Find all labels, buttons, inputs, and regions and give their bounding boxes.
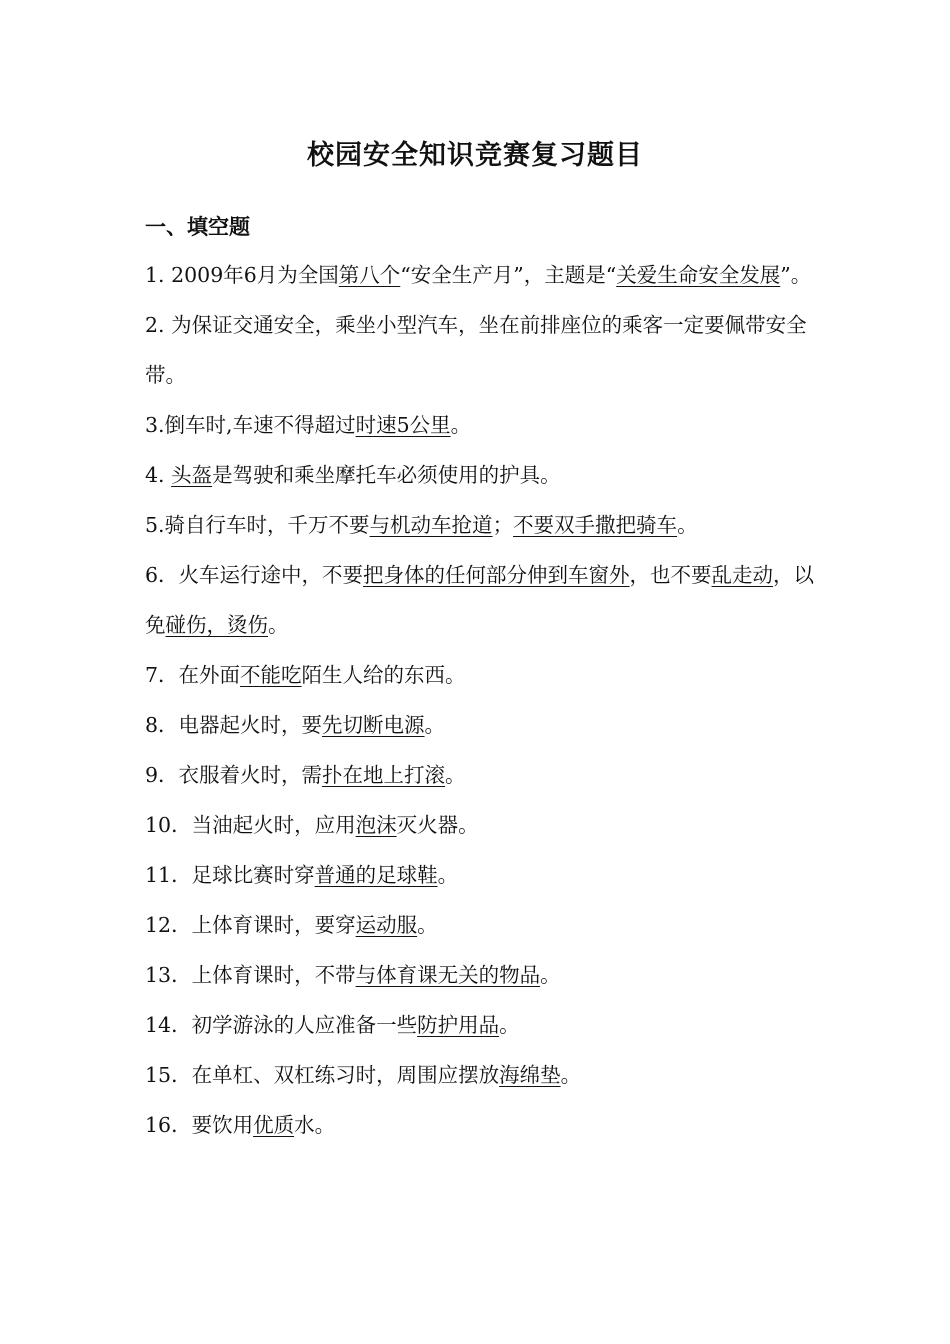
- question-text: 是驾驶和乘坐摩托车必须使用的护具。: [212, 463, 561, 487]
- answer-text: 先切断电源: [322, 713, 425, 737]
- question-text: 。: [445, 763, 466, 787]
- question-item: [145, 550, 815, 650]
- question-text: 。: [268, 613, 289, 637]
- question-text: 6．火车运行途中，不要: [145, 563, 364, 587]
- answer-text: 扑在地上打滚: [322, 763, 446, 787]
- answer-text: 与机动车抢道: [369, 513, 493, 537]
- question-text: ；: [492, 513, 514, 537]
- question-item: [145, 250, 815, 300]
- answer-text: 不能吃: [240, 663, 302, 687]
- question-text: ”。: [780, 263, 812, 287]
- question-text: 。: [499, 1013, 520, 1037]
- answer-text: 把身体的任何部分伸到车窗外: [363, 563, 630, 587]
- answer-text: 关爱生命安全发展: [616, 263, 781, 287]
- answer-text: 乱走动: [711, 563, 774, 587]
- answer-text: 不要双手撒把骑车: [513, 513, 678, 537]
- question-text: 。: [677, 513, 698, 537]
- question-item: [145, 850, 815, 900]
- question-item: [145, 750, 815, 800]
- question-text: 15．在单杠、双杠练习时，周围应摆放: [145, 1063, 500, 1087]
- question-text: “安全生产月”，主题是“: [400, 263, 617, 287]
- question-text: 2. 为保证交通安全，乘坐小型汽车，坐在前排座位的乘客一定要佩带安全带。: [145, 313, 807, 387]
- question-text: 陌生人给的东西。: [301, 663, 466, 687]
- question-text: 5.骑自行车时，千万不要: [145, 513, 370, 537]
- question-text: 8．电器起火时，要: [145, 713, 323, 737]
- question-text: 11．足球比赛时穿: [145, 863, 315, 887]
- question-item: [145, 300, 815, 400]
- question-text: 4.: [145, 463, 172, 487]
- question-text: 12．上体育课时，要穿: [145, 913, 356, 937]
- question-item: [145, 400, 815, 450]
- question-text: 14．初学游泳的人应准备一些: [145, 1013, 418, 1037]
- question-text: 。: [437, 863, 459, 887]
- answer-text: 普通的足球鞋: [314, 863, 438, 887]
- question-text: 3.倒车时,车速不得超过: [145, 413, 356, 437]
- question-text: 16．要饮用: [145, 1113, 254, 1137]
- question-text: 。: [450, 413, 472, 437]
- answer-text: 第八个: [338, 263, 401, 287]
- question-item: [145, 450, 815, 500]
- document-title: 校园安全知识竞赛复习题目: [307, 140, 643, 171]
- question-text: 灭火器。: [396, 813, 479, 837]
- question-item: [145, 650, 815, 700]
- question-text: 1. 2009年6月为全国: [145, 263, 339, 287]
- question-text: 。: [424, 713, 446, 737]
- answer-text: 海绵垫: [499, 1063, 561, 1087]
- question-text: 。: [540, 963, 561, 987]
- answer-text: 碰伤，烫伤: [165, 613, 268, 637]
- question-text: 9．衣服着火时，需: [145, 763, 323, 787]
- question-item: [145, 1100, 815, 1150]
- question-text: ，也不要: [629, 563, 712, 587]
- answer-text: 泡沫: [355, 813, 397, 837]
- answer-text: 优质: [253, 1113, 295, 1137]
- question-item: [145, 1000, 815, 1050]
- answer-text: 与体育课无关的物品: [355, 963, 541, 987]
- question-text: 10．当油起火时，应用: [145, 813, 356, 837]
- question-item: [145, 700, 815, 750]
- answer-text: 头盔: [171, 463, 213, 487]
- question-list: [145, 250, 815, 1150]
- answer-text: 时速5公里: [355, 413, 451, 437]
- question-text: 。: [417, 913, 438, 937]
- question-text: 水。: [294, 1113, 336, 1137]
- question-text: 13．上体育课时，不带: [145, 963, 356, 987]
- answer-text: 运动服: [355, 913, 418, 937]
- answer-text: 防护用品: [417, 1013, 500, 1037]
- question-item: [145, 950, 815, 1000]
- question-item: [145, 900, 815, 950]
- question-item: [145, 1050, 815, 1100]
- question-text: ，以免: [145, 563, 815, 637]
- question-item: [145, 800, 815, 850]
- question-text: 7．在外面: [145, 663, 241, 687]
- question-text: 。: [560, 1063, 582, 1087]
- question-item: [145, 500, 815, 550]
- section-heading: 一、填空题: [145, 214, 250, 239]
